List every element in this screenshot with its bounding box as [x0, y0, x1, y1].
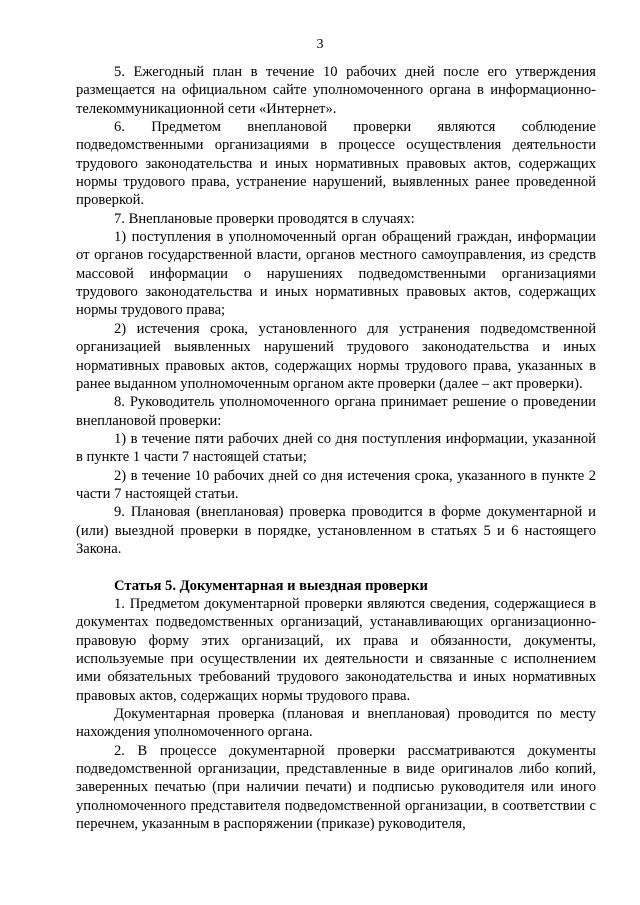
paragraph-8-item-1: 1) в течение пяти рабочих дней со дня поступления информации, указанной в пункте 1 части 7 настоящей статьи; [76, 430, 596, 466]
article-5-paragraph-2: 2. В процессе документарной проверки рассматриваются документы подведомственной организации, представленные в виде оригиналов либо копий, заверенных печатью (при наличии печати) и подписью руководителя или иного уполномоченного представителя подведомственной организации, в соответствии с перечнем, указанным в распоряжении (приказе) руководителя, [76, 742, 596, 833]
paragraph-5: 5. Ежегодный план в течение 10 рабочих дней после его утверждения размещается на официальном сайте уполномоченного органа в информационно-телекоммуникационной сети «Интернет». [76, 64, 596, 117]
paragraph-6: 6. Предметом внеплановой проверки являются соблюдение подведомственными организациями в процессе осуществления деятельности трудового законодательства и иных нормативных правовых актов, содержащих нормы трудового права, устранение нарушений, выявленных ранее проведенной проверкой. [76, 119, 596, 209]
paragraph-8: 8. Руководитель уполномоченного органа принимает решение о проведении внеплановой проверки: [76, 394, 596, 429]
paragraph-7-item-2: 2) истечения срока, установленного для устранения подведомственной организацией выявленных нарушений трудового законодательства и иных нормативных правовых актов, содержащих нормы трудового права, указанных в ранее выданном уполномоченным органом акте проверки (далее – акт проверки). [76, 320, 596, 392]
page-number: 3 [316, 37, 324, 52]
paragraph-7-item-1: 1) поступления в уполномоченный орган обращений граждан, информации от органов государственной власти, органов местного самоуправления, из средств массовой информации о нарушениях подведомственными организациями трудового законодательства и иных нормативных правовых актов, содержащих нормы трудового права; [76, 229, 596, 319]
paragraph-9: 9. Плановая (внеплановая) проверка проводится в форме документарной и (или) выездной проверки в порядке, установленном в статьях 5 и 6 настоящего Закона. [76, 504, 596, 557]
document-body [76, 63, 596, 833]
paragraph-8-item-2: 2) в течение 10 рабочих дней со дня истечения срока, указанного в пункте 2 части 7 настоящей статьи. [76, 467, 596, 502]
article-5-paragraph-1: 1. Предметом документарной проверки являются сведения, содержащиеся в документах подведомственных организаций, устанавливающих организационно-правовую форму этих организаций, их права и обязанности, документы, используемые при осуществлении их деятельности и связанные с исполнением ими обязательных требований трудового законодательства и иных нормативных правовых актов, содержащих нормы трудового права. [76, 595, 596, 704]
paragraph-7: 7. Внеплановые проверки проводятся в случаях: [114, 210, 415, 227]
article-5-heading: Статья 5. Документарная и выездная проверки [114, 577, 428, 594]
article-5-paragraph-1-cont: Документарная проверка (плановая и внеплановая) проводится по месту нахождения уполномоченного органа. [76, 706, 596, 741]
